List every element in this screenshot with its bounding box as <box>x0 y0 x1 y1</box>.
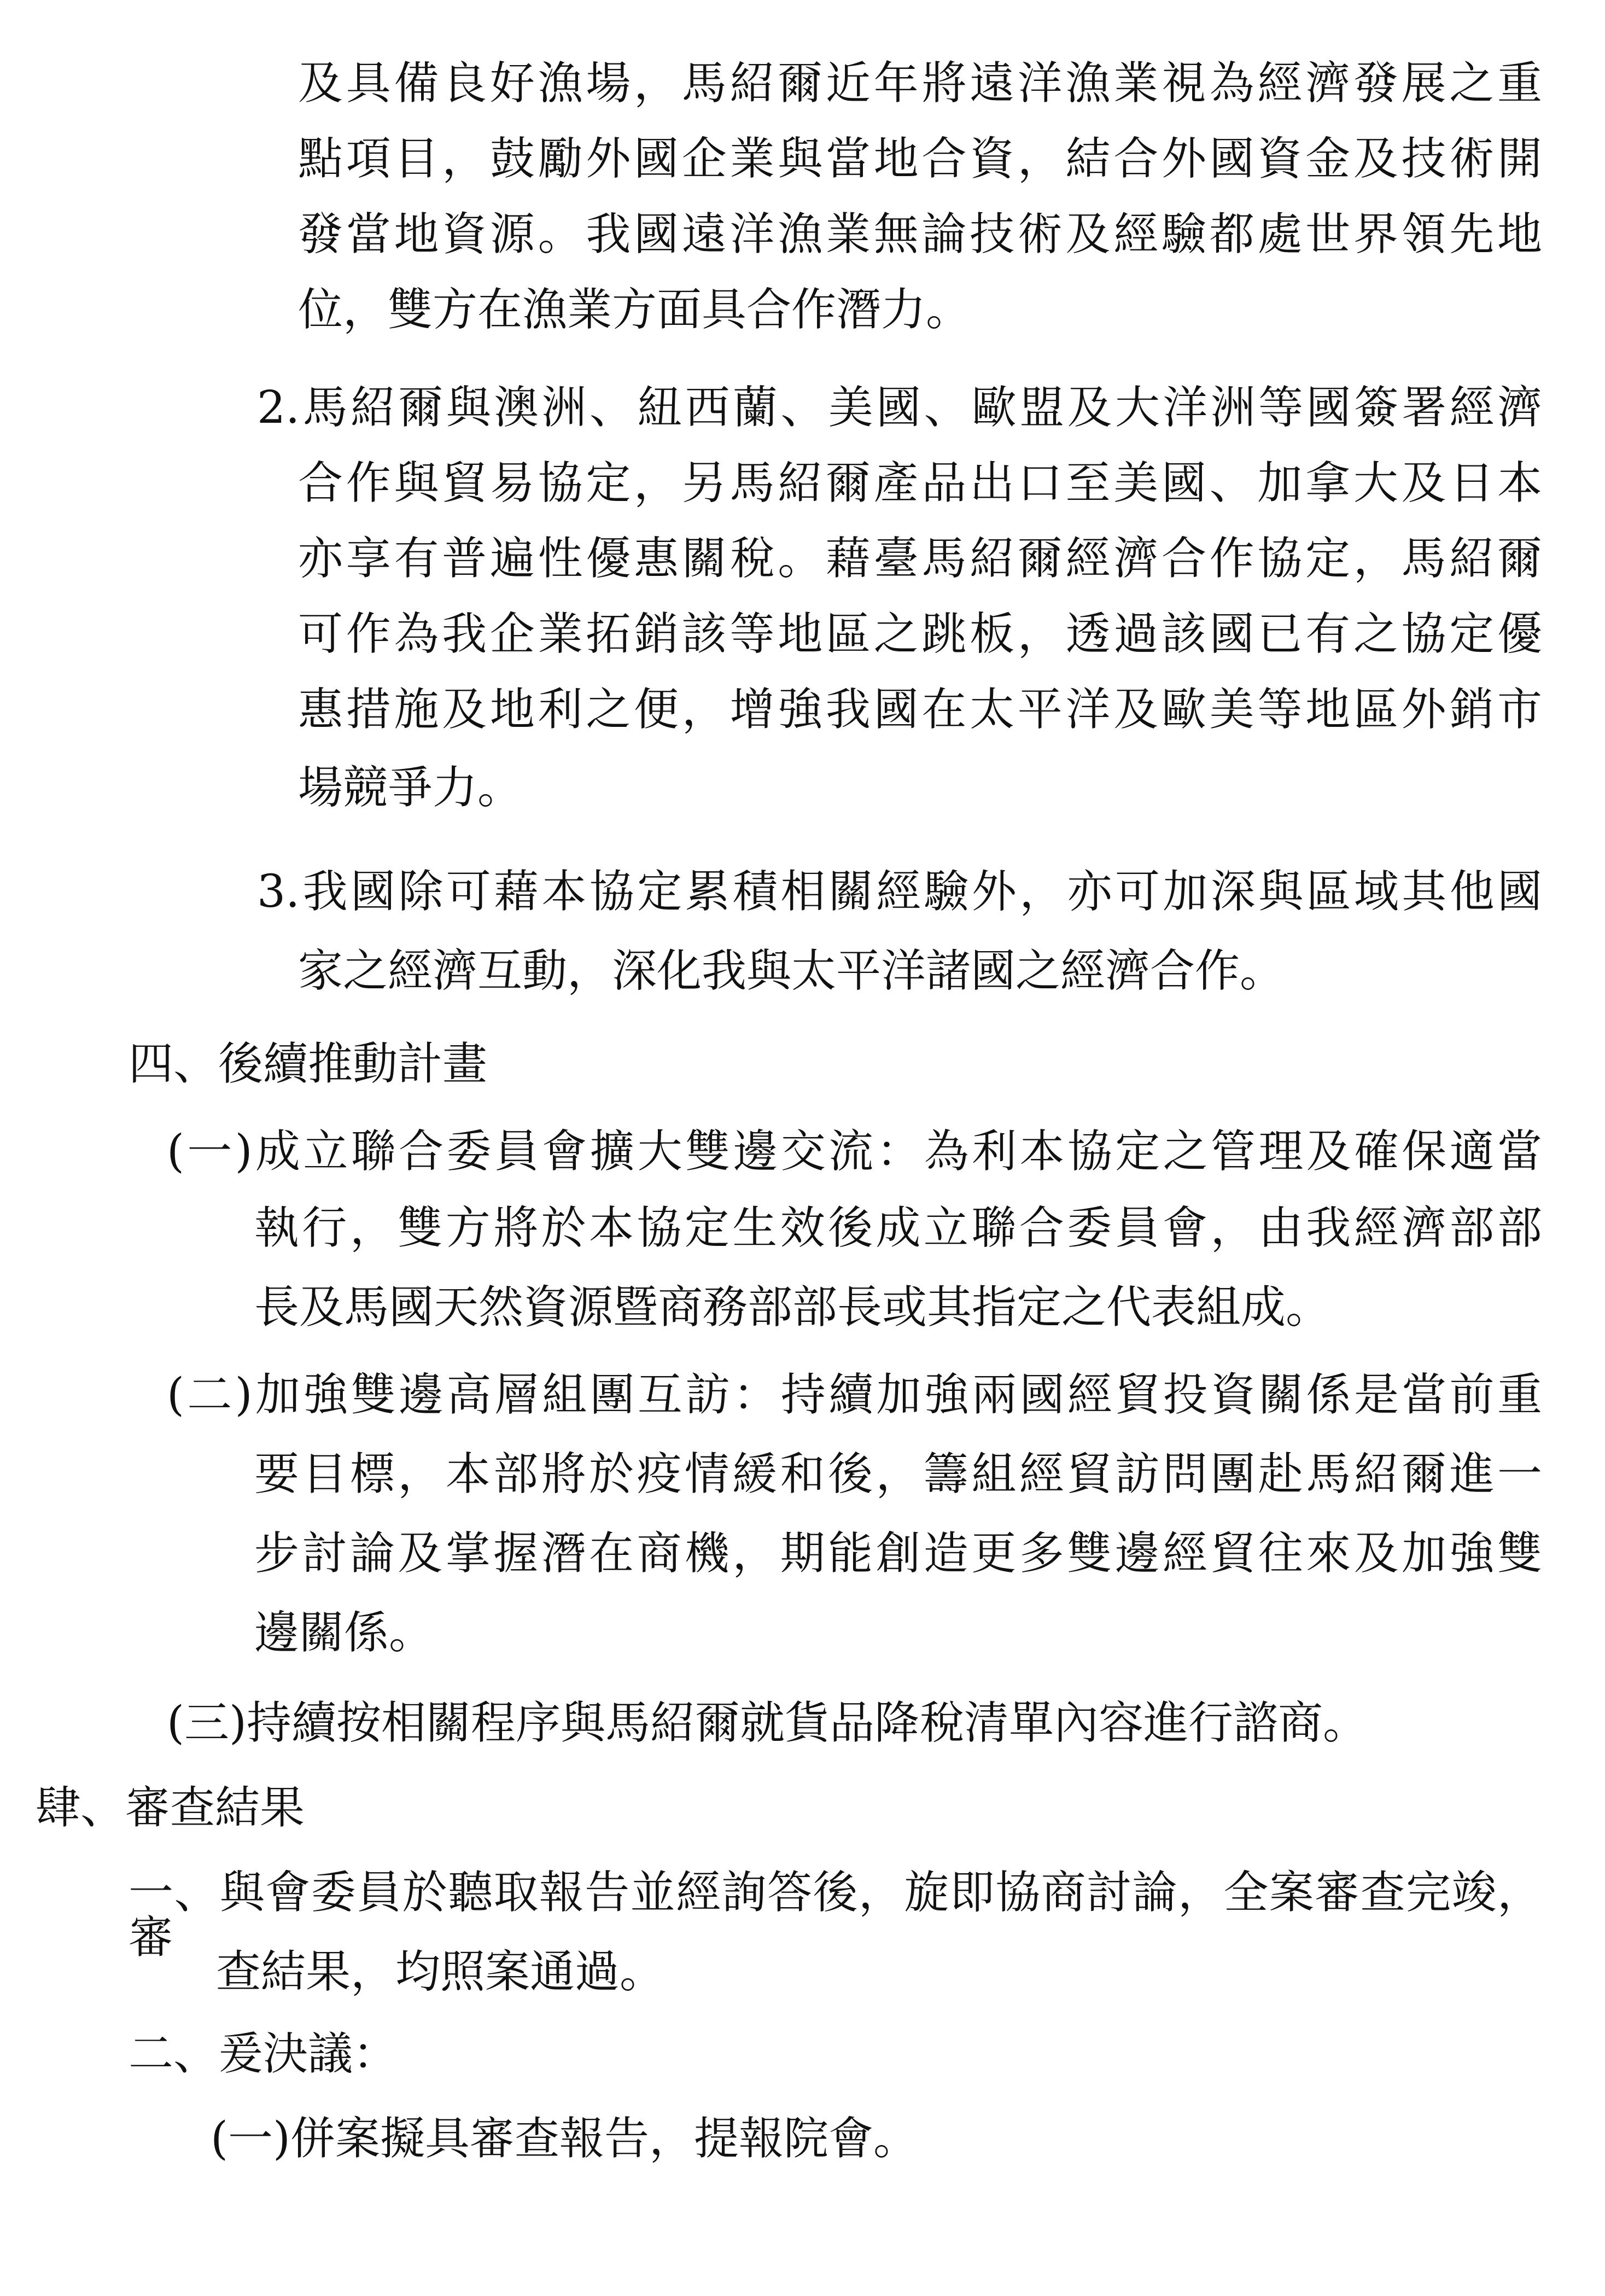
paragraph-line: 惠措施及地利之便，增強我國在太平洋及歐美等地區外銷市 <box>298 684 1542 736</box>
resolution-item-line: (一)併案擬具審查報告，提報院會。 <box>211 2113 918 2165</box>
paragraph-line: 步討論及掌握潛在商機，期能創造更多雙邊經貿往來及加強雙 <box>254 1528 1542 1580</box>
paragraph-line: 亦享有普遍性優惠關稅。藉臺馬紹爾經濟合作協定，馬紹爾 <box>298 533 1542 585</box>
paragraph-line: 及具備良好漁場，馬紹爾近年將遠洋漁業視為經濟發展之重 <box>298 57 1542 109</box>
result-item-1-line: 一、與會委員於聽取報告並經詢答後，旋即協商討論，全案審查完竣，審 <box>129 1867 1542 1963</box>
list-item-2-line: 2.馬紹爾與澳洲、紐西蘭、美國、歐盟及大洋洲等國簽署經濟 <box>257 382 1542 434</box>
paragraph-line: 場競爭力。 <box>298 762 523 814</box>
paragraph-line: 位，雙方在漁業方面具合作潛力。 <box>298 284 971 336</box>
paragraph-line: 長及馬國天然資源暨商務部部長或其指定之代表組成。 <box>254 1281 1331 1333</box>
paragraph-line: 家之經濟互動，深化我與太平洋諸國之經濟合作。 <box>298 945 1285 997</box>
chapter-heading: 肆、審查結果 <box>36 1782 305 1834</box>
list-item-3-line: 3.我國除可藉本協定累積相關經驗外，亦可加深與區域其他國 <box>257 866 1542 918</box>
result-item-2-line: 二、爰決議： <box>129 2028 398 2080</box>
subsection-3-line: (三)持續按相關程序與馬紹爾就貨品降稅清單內容進行諮商。 <box>167 1697 1368 1749</box>
paragraph-line: 合作與貿易協定，另馬紹爾產品出口至美國、加拿大及日本 <box>298 457 1542 509</box>
paragraph-line: 發當地資源。我國遠洋漁業無論技術及經驗都處世界領先地 <box>298 208 1542 260</box>
paragraph-line: 執行，雙方將於本協定生效後成立聯合委員會，由我經濟部部 <box>254 1202 1542 1254</box>
section-heading: 四、後續推動計畫 <box>129 1038 488 1090</box>
subsection-1-line: (一)成立聯合委員會擴大雙邊交流：為利本協定之管理及確保適當 <box>167 1126 1542 1178</box>
paragraph-line: 要目標，本部將於疫情緩和後，籌組經貿訪問團赴馬紹爾進一 <box>254 1448 1542 1500</box>
subsection-2-line: (二)加強雙邊高層組團互訪：持續加強兩國經貿投資關係是當前重 <box>167 1369 1542 1421</box>
paragraph-line: 邊關係。 <box>254 1607 434 1659</box>
paragraph-line: 查結果，均照案通過。 <box>216 1946 665 1998</box>
paragraph-line: 點項目，鼓勵外國企業與當地合資，結合外國資金及技術開 <box>298 133 1542 185</box>
paragraph-line: 可作為我企業拓銷該等地區之跳板，透過該國已有之協定優 <box>298 608 1542 660</box>
